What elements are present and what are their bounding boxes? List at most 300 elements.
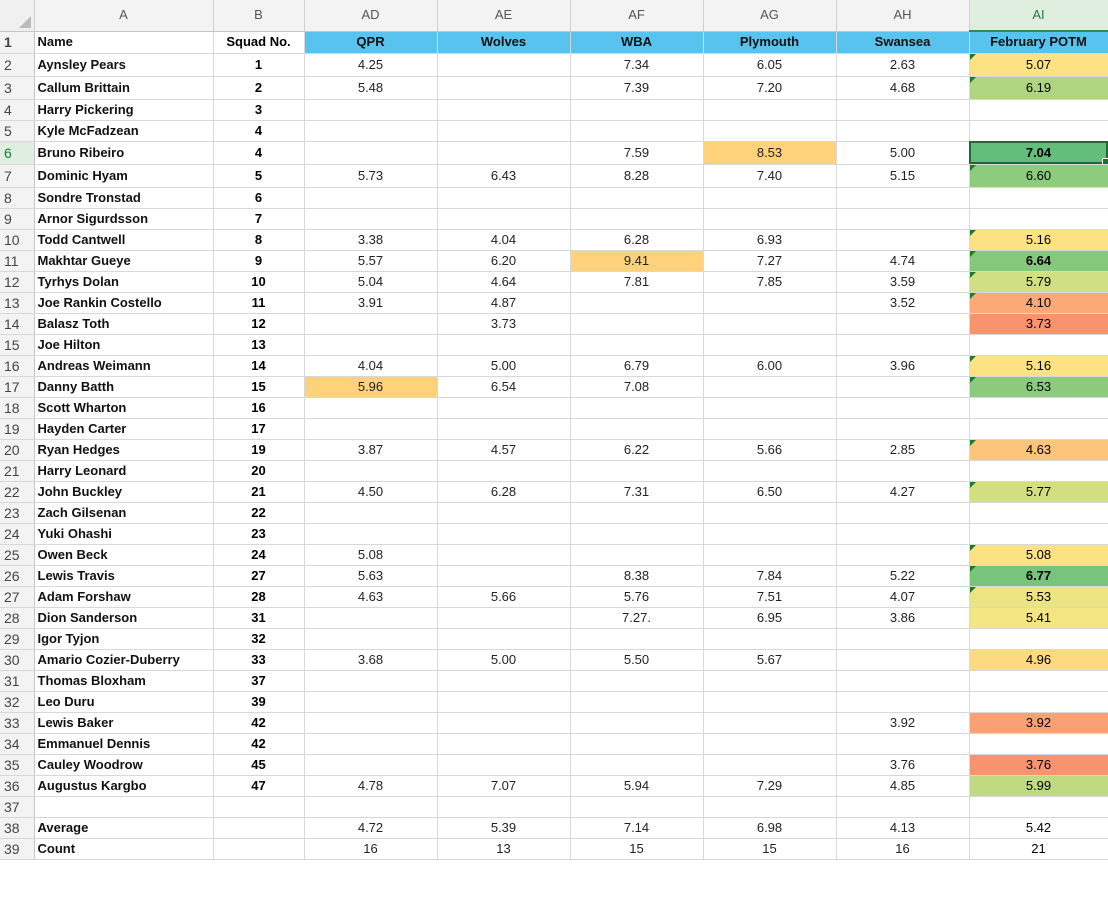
rating-cell[interactable]: 4.74 <box>836 250 969 271</box>
rating-cell[interactable] <box>703 187 836 208</box>
squad-number-cell[interactable]: 19 <box>213 439 304 460</box>
rating-cell[interactable]: 4.27 <box>836 481 969 502</box>
squad-number-cell[interactable]: 6 <box>213 187 304 208</box>
rating-cell[interactable] <box>836 670 969 691</box>
potm-cell[interactable] <box>969 670 1108 691</box>
row-number[interactable]: 9 <box>0 208 34 229</box>
rating-cell[interactable] <box>304 691 437 712</box>
rating-cell[interactable] <box>703 99 836 120</box>
player-name-cell[interactable]: Dominic Hyam <box>34 164 213 187</box>
player-name-cell[interactable]: Harry Pickering <box>34 99 213 120</box>
squad-number-cell[interactable]: 1 <box>213 53 304 76</box>
rating-cell[interactable]: 2.85 <box>836 439 969 460</box>
rating-cell[interactable] <box>304 628 437 649</box>
rating-cell[interactable] <box>437 733 570 754</box>
row-number[interactable]: 4 <box>0 99 34 120</box>
rating-cell[interactable] <box>437 53 570 76</box>
player-name-cell[interactable]: Ryan Hedges <box>34 439 213 460</box>
player-name-cell[interactable]: Dion Sanderson <box>34 607 213 628</box>
player-name-cell[interactable]: Leo Duru <box>34 691 213 712</box>
squad-number-cell[interactable]: 24 <box>213 544 304 565</box>
rating-cell[interactable] <box>836 418 969 439</box>
rating-cell[interactable]: 15 <box>570 838 703 859</box>
player-name-cell[interactable]: Thomas Bloxham <box>34 670 213 691</box>
rating-cell[interactable] <box>703 292 836 313</box>
rating-cell[interactable]: 5.00 <box>437 649 570 670</box>
rating-cell[interactable] <box>703 334 836 355</box>
rating-cell[interactable]: 6.98 <box>703 817 836 838</box>
rating-cell[interactable] <box>836 376 969 397</box>
rating-cell[interactable] <box>437 99 570 120</box>
rating-cell[interactable]: 5.50 <box>570 649 703 670</box>
squad-number-cell[interactable]: 47 <box>213 775 304 796</box>
row-number[interactable]: 33 <box>0 712 34 733</box>
row-number[interactable]: 24 <box>0 523 34 544</box>
rating-cell[interactable]: 3.73 <box>437 313 570 334</box>
potm-cell[interactable] <box>969 544 1108 565</box>
player-name-cell[interactable]: Joe Hilton <box>34 334 213 355</box>
potm-cell[interactable] <box>969 691 1108 712</box>
squad-number-cell[interactable]: 14 <box>213 355 304 376</box>
rating-cell[interactable] <box>304 418 437 439</box>
rating-cell[interactable]: 4.13 <box>836 817 969 838</box>
rating-cell[interactable] <box>570 460 703 481</box>
potm-cell[interactable] <box>969 838 1108 859</box>
rating-cell[interactable] <box>570 712 703 733</box>
rating-cell[interactable] <box>304 502 437 523</box>
potm-cell[interactable] <box>969 439 1108 460</box>
rating-cell[interactable]: 6.00 <box>703 355 836 376</box>
row-number[interactable]: 18 <box>0 397 34 418</box>
rating-cell[interactable] <box>836 99 969 120</box>
rating-cell[interactable]: 2.63 <box>836 53 969 76</box>
squad-number-cell[interactable]: 37 <box>213 670 304 691</box>
rating-cell[interactable] <box>703 523 836 544</box>
potm-cell[interactable] <box>969 99 1108 120</box>
rating-cell[interactable]: 6.79 <box>570 355 703 376</box>
rating-cell[interactable]: 4.07 <box>836 586 969 607</box>
rating-cell[interactable] <box>703 628 836 649</box>
potm-cell[interactable] <box>969 565 1108 586</box>
rating-cell[interactable]: 4.04 <box>437 229 570 250</box>
potm-cell[interactable] <box>969 775 1108 796</box>
rating-cell[interactable] <box>304 712 437 733</box>
row-number[interactable]: 36 <box>0 775 34 796</box>
rating-cell[interactable] <box>836 796 969 817</box>
potm-cell[interactable] <box>969 586 1108 607</box>
rating-cell[interactable] <box>570 733 703 754</box>
rating-cell[interactable]: 15 <box>703 838 836 859</box>
rating-cell[interactable]: 7.29 <box>703 775 836 796</box>
rating-cell[interactable] <box>437 628 570 649</box>
potm-cell[interactable] <box>969 607 1108 628</box>
rating-cell[interactable] <box>570 292 703 313</box>
rating-cell[interactable] <box>703 691 836 712</box>
rating-cell[interactable]: 5.96 <box>304 376 437 397</box>
rating-cell[interactable]: 13 <box>437 838 570 859</box>
rating-cell[interactable]: 6.28 <box>437 481 570 502</box>
rating-cell[interactable]: 3.91 <box>304 292 437 313</box>
row-number[interactable]: 12 <box>0 271 34 292</box>
rating-cell[interactable] <box>836 733 969 754</box>
rating-cell[interactable]: 6.95 <box>703 607 836 628</box>
header-squad-cell[interactable]: Squad No. <box>213 31 304 53</box>
column-header-ag[interactable]: AG <box>703 0 836 31</box>
rating-cell[interactable] <box>304 99 437 120</box>
rating-cell[interactable] <box>836 187 969 208</box>
rating-cell[interactable] <box>304 313 437 334</box>
potm-cell[interactable] <box>969 418 1108 439</box>
rating-cell[interactable] <box>570 397 703 418</box>
rating-cell[interactable]: 5.73 <box>304 164 437 187</box>
rating-cell[interactable]: 5.04 <box>304 271 437 292</box>
rating-cell[interactable] <box>437 397 570 418</box>
player-name-cell[interactable]: Andreas Weimann <box>34 355 213 376</box>
rating-cell[interactable]: 3.76 <box>836 754 969 775</box>
row-number[interactable]: 30 <box>0 649 34 670</box>
rating-cell[interactable] <box>437 418 570 439</box>
potm-cell[interactable] <box>969 76 1108 99</box>
rating-cell[interactable]: 9.41 <box>570 250 703 271</box>
rating-cell[interactable] <box>437 187 570 208</box>
row-number[interactable]: 10 <box>0 229 34 250</box>
rating-cell[interactable]: 4.68 <box>836 76 969 99</box>
squad-number-cell[interactable]: 17 <box>213 418 304 439</box>
row-number[interactable]: 23 <box>0 502 34 523</box>
squad-number-cell[interactable] <box>213 796 304 817</box>
rating-cell[interactable] <box>304 523 437 544</box>
player-name-cell[interactable]: Sondre Tronstad <box>34 187 213 208</box>
rating-cell[interactable] <box>304 208 437 229</box>
squad-number-cell[interactable]: 42 <box>213 712 304 733</box>
potm-cell[interactable] <box>969 649 1108 670</box>
rating-cell[interactable] <box>437 712 570 733</box>
row-number[interactable]: 28 <box>0 607 34 628</box>
rating-cell[interactable]: 4.87 <box>437 292 570 313</box>
rating-cell[interactable] <box>570 334 703 355</box>
rating-cell[interactable] <box>703 502 836 523</box>
row-number[interactable]: 5 <box>0 120 34 141</box>
rating-cell[interactable]: 3.59 <box>836 271 969 292</box>
row-number[interactable]: 35 <box>0 754 34 775</box>
rating-cell[interactable]: 5.00 <box>437 355 570 376</box>
player-name-cell[interactable]: Adam Forshaw <box>34 586 213 607</box>
player-name-cell[interactable]: Augustus Kargbo <box>34 775 213 796</box>
rating-cell[interactable] <box>437 796 570 817</box>
rating-cell[interactable] <box>570 120 703 141</box>
rating-cell[interactable]: 5.22 <box>836 565 969 586</box>
squad-number-cell[interactable] <box>213 817 304 838</box>
row-number[interactable]: 17 <box>0 376 34 397</box>
rating-cell[interactable]: 5.08 <box>304 544 437 565</box>
rating-cell[interactable] <box>703 733 836 754</box>
row-number[interactable]: 2 <box>0 53 34 76</box>
rating-cell[interactable]: 4.64 <box>437 271 570 292</box>
rating-cell[interactable] <box>703 376 836 397</box>
rating-cell[interactable] <box>437 754 570 775</box>
rating-cell[interactable]: 3.92 <box>836 712 969 733</box>
rating-cell[interactable] <box>703 397 836 418</box>
rating-cell[interactable]: 5.00 <box>836 141 969 164</box>
player-name-cell[interactable]: Lewis Travis <box>34 565 213 586</box>
rating-cell[interactable]: 4.85 <box>836 775 969 796</box>
rating-cell[interactable]: 8.53 <box>703 141 836 164</box>
player-name-cell[interactable]: Joe Rankin Costello <box>34 292 213 313</box>
rating-cell[interactable]: 5.15 <box>836 164 969 187</box>
row-number[interactable]: 3 <box>0 76 34 99</box>
rating-cell[interactable] <box>836 691 969 712</box>
rating-cell[interactable] <box>836 649 969 670</box>
rating-cell[interactable] <box>703 796 836 817</box>
row-number[interactable]: 29 <box>0 628 34 649</box>
row-number[interactable]: 20 <box>0 439 34 460</box>
rating-cell[interactable]: 6.05 <box>703 53 836 76</box>
header-match-cell[interactable]: WBA <box>570 31 703 53</box>
potm-cell[interactable] <box>969 250 1108 271</box>
rating-cell[interactable] <box>836 120 969 141</box>
row-number[interactable]: 27 <box>0 586 34 607</box>
squad-number-cell[interactable]: 2 <box>213 76 304 99</box>
header-potm-cell[interactable]: February POTM <box>969 31 1108 53</box>
rating-cell[interactable] <box>437 76 570 99</box>
player-name-cell[interactable]: Cauley Woodrow <box>34 754 213 775</box>
row-number[interactable]: 37 <box>0 796 34 817</box>
squad-number-cell[interactable]: 31 <box>213 607 304 628</box>
rating-cell[interactable] <box>437 523 570 544</box>
rating-cell[interactable] <box>304 460 437 481</box>
row-number[interactable]: 22 <box>0 481 34 502</box>
rating-cell[interactable] <box>570 502 703 523</box>
rating-cell[interactable] <box>703 460 836 481</box>
rating-cell[interactable]: 8.28 <box>570 164 703 187</box>
rating-cell[interactable] <box>570 99 703 120</box>
row-number[interactable]: 32 <box>0 691 34 712</box>
player-name-cell[interactable]: Zach Gilsenan <box>34 502 213 523</box>
column-header-af[interactable]: AF <box>570 0 703 31</box>
rating-cell[interactable] <box>570 418 703 439</box>
rating-cell[interactable]: 4.25 <box>304 53 437 76</box>
rating-cell[interactable]: 7.81 <box>570 271 703 292</box>
row-number[interactable]: 25 <box>0 544 34 565</box>
potm-cell[interactable] <box>969 187 1108 208</box>
rating-cell[interactable]: 3.68 <box>304 649 437 670</box>
player-name-cell[interactable]: Aynsley Pears <box>34 53 213 76</box>
rating-cell[interactable] <box>304 120 437 141</box>
rating-cell[interactable]: 5.66 <box>703 439 836 460</box>
squad-number-cell[interactable]: 15 <box>213 376 304 397</box>
header-match-cell[interactable]: QPR <box>304 31 437 53</box>
squad-number-cell[interactable]: 39 <box>213 691 304 712</box>
squad-number-cell[interactable]: 21 <box>213 481 304 502</box>
rating-cell[interactable] <box>703 712 836 733</box>
header-match-cell[interactable]: Wolves <box>437 31 570 53</box>
rating-cell[interactable] <box>437 607 570 628</box>
header-name-cell[interactable]: Name <box>34 31 213 53</box>
rating-cell[interactable]: 7.85 <box>703 271 836 292</box>
potm-cell[interactable] <box>969 397 1108 418</box>
player-name-cell[interactable]: Kyle McFadzean <box>34 120 213 141</box>
squad-number-cell[interactable]: 5 <box>213 164 304 187</box>
rating-cell[interactable]: 6.54 <box>437 376 570 397</box>
rating-cell[interactable] <box>836 208 969 229</box>
player-name-cell[interactable]: Tyrhys Dolan <box>34 271 213 292</box>
rating-cell[interactable]: 7.84 <box>703 565 836 586</box>
rating-cell[interactable]: 8.38 <box>570 565 703 586</box>
row-number[interactable]: 16 <box>0 355 34 376</box>
rating-cell[interactable] <box>304 397 437 418</box>
player-name-cell[interactable]: Owen Beck <box>34 544 213 565</box>
rating-cell[interactable]: 3.38 <box>304 229 437 250</box>
rating-cell[interactable]: 5.39 <box>437 817 570 838</box>
player-name-cell[interactable]: Lewis Baker <box>34 712 213 733</box>
potm-cell[interactable] <box>969 502 1108 523</box>
rating-cell[interactable]: 3.52 <box>836 292 969 313</box>
rating-cell[interactable] <box>437 460 570 481</box>
rating-cell[interactable] <box>570 754 703 775</box>
player-name-cell[interactable]: Danny Batth <box>34 376 213 397</box>
squad-number-cell[interactable]: 45 <box>213 754 304 775</box>
row-number[interactable]: 7 <box>0 164 34 187</box>
select-all-corner[interactable] <box>0 0 34 31</box>
row-number[interactable]: 14 <box>0 313 34 334</box>
row-number[interactable]: 38 <box>0 817 34 838</box>
potm-cell[interactable] <box>969 120 1108 141</box>
header-match-cell[interactable]: Swansea <box>836 31 969 53</box>
player-name-cell[interactable]: Todd Cantwell <box>34 229 213 250</box>
rating-cell[interactable]: 6.43 <box>437 164 570 187</box>
row-number[interactable]: 13 <box>0 292 34 313</box>
squad-number-cell[interactable]: 4 <box>213 141 304 164</box>
rating-cell[interactable] <box>304 607 437 628</box>
rating-cell[interactable]: 4.57 <box>437 439 570 460</box>
rating-cell[interactable] <box>836 502 969 523</box>
player-name-cell[interactable]: Igor Tyjon <box>34 628 213 649</box>
rating-cell[interactable] <box>304 334 437 355</box>
column-header-ai[interactable]: AI <box>969 0 1108 31</box>
column-header-ah[interactable]: AH <box>836 0 969 31</box>
rating-cell[interactable] <box>836 460 969 481</box>
row-number[interactable]: 26 <box>0 565 34 586</box>
squad-number-cell[interactable] <box>213 838 304 859</box>
rating-cell[interactable]: 6.22 <box>570 439 703 460</box>
column-header-a[interactable]: A <box>34 0 213 31</box>
potm-cell[interactable] <box>969 817 1108 838</box>
column-header-ae[interactable]: AE <box>437 0 570 31</box>
row-number[interactable]: 19 <box>0 418 34 439</box>
potm-cell[interactable] <box>969 355 1108 376</box>
squad-number-cell[interactable]: 12 <box>213 313 304 334</box>
potm-cell[interactable] <box>969 229 1108 250</box>
potm-cell[interactable] <box>969 733 1108 754</box>
rating-cell[interactable] <box>836 397 969 418</box>
rating-cell[interactable]: 6.28 <box>570 229 703 250</box>
rating-cell[interactable] <box>703 208 836 229</box>
rating-cell[interactable] <box>437 670 570 691</box>
squad-number-cell[interactable]: 22 <box>213 502 304 523</box>
rating-cell[interactable] <box>570 208 703 229</box>
rating-cell[interactable]: 7.14 <box>570 817 703 838</box>
rating-cell[interactable] <box>570 187 703 208</box>
rating-cell[interactable] <box>437 334 570 355</box>
row-number[interactable]: 39 <box>0 838 34 859</box>
squad-number-cell[interactable]: 20 <box>213 460 304 481</box>
rating-cell[interactable] <box>836 544 969 565</box>
rating-cell[interactable] <box>703 418 836 439</box>
potm-cell[interactable] <box>969 334 1108 355</box>
player-name-cell[interactable]: Amario Cozier-Duberry <box>34 649 213 670</box>
squad-number-cell[interactable]: 27 <box>213 565 304 586</box>
column-header-b[interactable]: B <box>213 0 304 31</box>
squad-number-cell[interactable]: 11 <box>213 292 304 313</box>
squad-number-cell[interactable]: 3 <box>213 99 304 120</box>
potm-cell[interactable] <box>969 460 1108 481</box>
rating-cell[interactable] <box>437 208 570 229</box>
rating-cell[interactable]: 7.20 <box>703 76 836 99</box>
squad-number-cell[interactable]: 23 <box>213 523 304 544</box>
player-name-cell[interactable]: Count <box>34 838 213 859</box>
rating-cell[interactable]: 5.57 <box>304 250 437 271</box>
squad-number-cell[interactable]: 9 <box>213 250 304 271</box>
rating-cell[interactable]: 7.07 <box>437 775 570 796</box>
rating-cell[interactable]: 5.63 <box>304 565 437 586</box>
row-number[interactable]: 31 <box>0 670 34 691</box>
squad-number-cell[interactable]: 16 <box>213 397 304 418</box>
rating-cell[interactable] <box>836 523 969 544</box>
player-name-cell[interactable]: Balasz Toth <box>34 313 213 334</box>
potm-cell[interactable] <box>969 141 1108 164</box>
row-number[interactable]: 21 <box>0 460 34 481</box>
rating-cell[interactable]: 4.04 <box>304 355 437 376</box>
rating-cell[interactable] <box>437 120 570 141</box>
potm-cell[interactable] <box>969 292 1108 313</box>
rating-cell[interactable] <box>570 523 703 544</box>
player-name-cell[interactable] <box>34 796 213 817</box>
rating-cell[interactable]: 7.39 <box>570 76 703 99</box>
row-number[interactable]: 6 <box>0 141 34 164</box>
rating-cell[interactable]: 7.51 <box>703 586 836 607</box>
potm-cell[interactable] <box>969 796 1108 817</box>
player-name-cell[interactable]: Emmanuel Dennis <box>34 733 213 754</box>
rating-cell[interactable] <box>836 334 969 355</box>
player-name-cell[interactable]: Scott Wharton <box>34 397 213 418</box>
rating-cell[interactable] <box>836 628 969 649</box>
rating-cell[interactable]: 7.27 <box>703 250 836 271</box>
rating-cell[interactable]: 16 <box>836 838 969 859</box>
rating-cell[interactable] <box>703 544 836 565</box>
rating-cell[interactable] <box>570 691 703 712</box>
squad-number-cell[interactable]: 33 <box>213 649 304 670</box>
rating-cell[interactable]: 4.63 <box>304 586 437 607</box>
rating-cell[interactable] <box>570 628 703 649</box>
rating-cell[interactable] <box>570 313 703 334</box>
rating-cell[interactable] <box>304 670 437 691</box>
rating-cell[interactable] <box>703 754 836 775</box>
player-name-cell[interactable]: Harry Leonard <box>34 460 213 481</box>
player-name-cell[interactable]: Arnor Sigurdsson <box>34 208 213 229</box>
squad-number-cell[interactable]: 4 <box>213 120 304 141</box>
rating-cell[interactable] <box>703 120 836 141</box>
rating-cell[interactable] <box>437 141 570 164</box>
rating-cell[interactable]: 4.72 <box>304 817 437 838</box>
rating-cell[interactable] <box>304 187 437 208</box>
rating-cell[interactable]: 5.94 <box>570 775 703 796</box>
squad-number-cell[interactable]: 32 <box>213 628 304 649</box>
rating-cell[interactable]: 7.34 <box>570 53 703 76</box>
rating-cell[interactable]: 6.20 <box>437 250 570 271</box>
potm-cell[interactable] <box>969 712 1108 733</box>
rating-cell[interactable] <box>304 754 437 775</box>
rating-cell[interactable]: 6.93 <box>703 229 836 250</box>
